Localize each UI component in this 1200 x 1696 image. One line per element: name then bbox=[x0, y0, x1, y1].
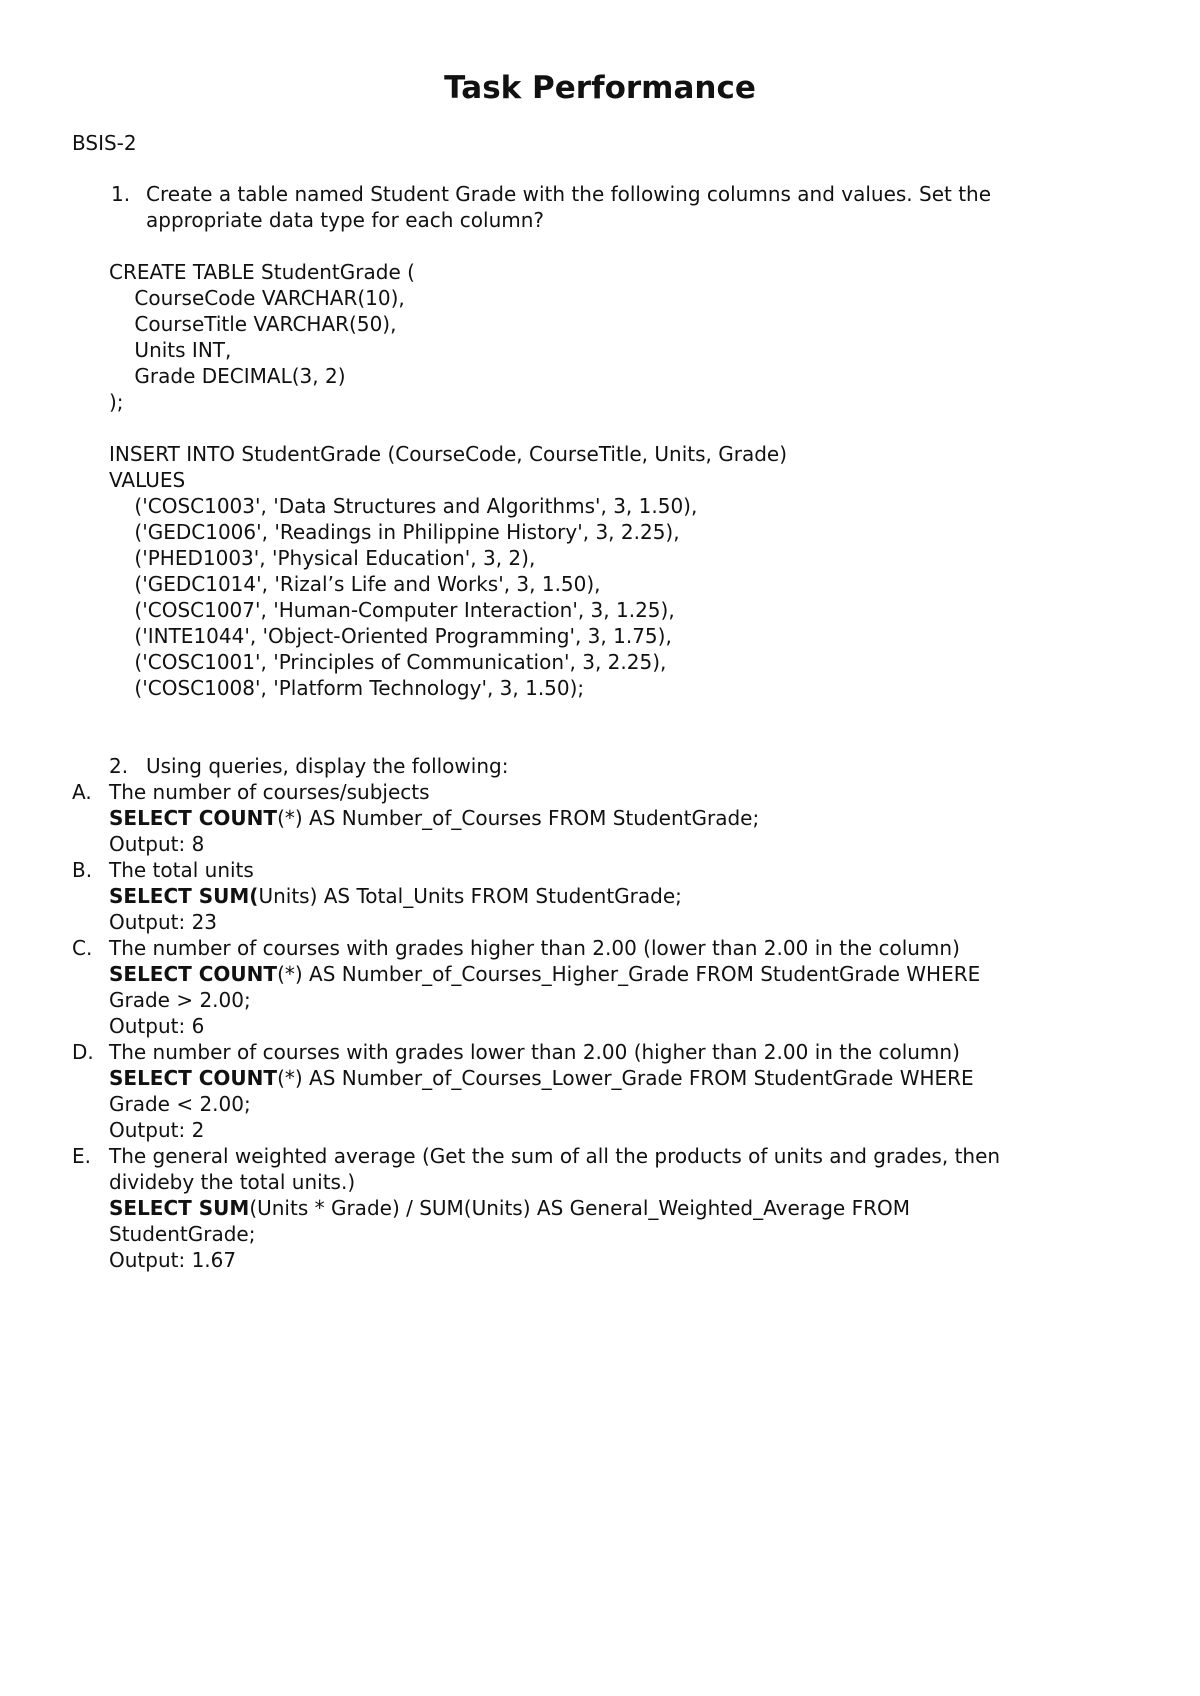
q1-text-line2: appropriate data type for each column? bbox=[146, 208, 545, 232]
item-b-query-rest: Units) AS Total_Units FROM StudentGrade; bbox=[258, 884, 682, 908]
item-d-desc: The number of courses with grades lower than 2.00 (higher than 2.00 in the column) bbox=[109, 1040, 960, 1064]
section-label: BSIS-2 bbox=[72, 131, 137, 155]
create-line-1: CREATE TABLE StudentGrade ( bbox=[109, 260, 415, 284]
insert-line-5: ('PHED1003', 'Physical Education', 3, 2), bbox=[109, 546, 536, 570]
item-d-query-rest: (*) AS Number_of_Courses_Lower_Grade FROM StudentGrade WHERE bbox=[277, 1066, 974, 1090]
item-e-output: Output: 1.67 bbox=[109, 1248, 237, 1272]
item-a-query bbox=[109, 805, 759, 831]
insert-line-8: ('INTE1044', 'Object-Oriented Programming', 3, 1.75), bbox=[109, 624, 672, 648]
item-b-query bbox=[109, 883, 682, 909]
item-d-query-cont: Grade < 2.00; bbox=[109, 1092, 251, 1116]
q1-number: 1. bbox=[111, 182, 131, 206]
create-line-3: CourseTitle VARCHAR(50), bbox=[109, 312, 397, 336]
document-title: Task Performance bbox=[444, 70, 756, 106]
insert-line-2: VALUES bbox=[109, 468, 186, 492]
item-e-query-cont: StudentGrade; bbox=[109, 1222, 256, 1246]
item-c-letter: C. bbox=[72, 936, 93, 960]
item-b-output: Output: 23 bbox=[109, 910, 218, 934]
item-c-keyword: SELECT COUNT bbox=[109, 962, 278, 986]
q2-number: 2. bbox=[109, 754, 129, 778]
item-e-desc: The general weighted average (Get the sum of all the products of units and grades, then bbox=[109, 1144, 1001, 1168]
item-d-keyword: SELECT COUNT bbox=[109, 1066, 278, 1090]
insert-line-4: ('GEDC1006', 'Readings in Philippine History', 3, 2.25), bbox=[109, 520, 680, 544]
item-e-letter: E. bbox=[72, 1144, 91, 1168]
item-a-letter: A. bbox=[72, 780, 92, 804]
insert-line-6: ('GEDC1014', 'Rizal’s Life and Works', 3, 1.50), bbox=[109, 572, 601, 596]
item-e-query-rest: (Units * Grade) / SUM(Units) AS General_Weighted_Average FROM bbox=[249, 1196, 910, 1220]
item-e-desc-cont: divideby the total units.) bbox=[109, 1170, 356, 1194]
item-e-keyword: SELECT SUM bbox=[109, 1196, 250, 1220]
item-c-query bbox=[109, 961, 980, 987]
item-e-query bbox=[109, 1195, 910, 1221]
item-a-keyword: SELECT COUNT bbox=[109, 806, 278, 830]
insert-line-1: INSERT INTO StudentGrade (CourseCode, CourseTitle, Units, Grade) bbox=[109, 442, 788, 466]
insert-line-3: ('COSC1003', 'Data Structures and Algorithms', 3, 1.50), bbox=[109, 494, 698, 518]
create-line-6: ); bbox=[109, 390, 124, 414]
item-d-letter: D. bbox=[72, 1040, 94, 1064]
insert-line-9: ('COSC1001', 'Principles of Communication', 3, 2.25), bbox=[109, 650, 667, 674]
create-line-2: CourseCode VARCHAR(10), bbox=[109, 286, 405, 310]
item-b-keyword: SELECT SUM( bbox=[109, 884, 259, 908]
item-a-desc: The number of courses/subjects bbox=[109, 780, 430, 804]
q1-text-line1: Create a table named Student Grade with the following columns and values. Set the bbox=[146, 182, 992, 206]
item-b-letter: B. bbox=[72, 858, 93, 882]
item-c-desc: The number of courses with grades higher than 2.00 (lower than 2.00 in the column) bbox=[109, 936, 960, 960]
item-b-desc: The total units bbox=[109, 858, 254, 882]
item-a-output: Output: 8 bbox=[109, 832, 205, 856]
insert-line-10: ('COSC1008', 'Platform Technology', 3, 1.50); bbox=[109, 676, 585, 700]
item-c-query-rest: (*) AS Number_of_Courses_Higher_Grade FROM StudentGrade WHERE bbox=[277, 962, 981, 986]
q2-text: Using queries, display the following: bbox=[146, 754, 509, 778]
item-d-output: Output: 2 bbox=[109, 1118, 205, 1142]
item-c-query-cont: Grade > 2.00; bbox=[109, 988, 251, 1012]
create-line-5: Grade DECIMAL(3, 2) bbox=[109, 364, 346, 388]
insert-line-7: ('COSC1007', 'Human-Computer Interaction', 3, 1.25), bbox=[109, 598, 675, 622]
item-d-query bbox=[109, 1065, 974, 1091]
item-a-query-rest: (*) AS Number_of_Courses FROM StudentGrade; bbox=[277, 806, 760, 830]
item-c-output: Output: 6 bbox=[109, 1014, 205, 1038]
create-line-4: Units INT, bbox=[109, 338, 232, 362]
